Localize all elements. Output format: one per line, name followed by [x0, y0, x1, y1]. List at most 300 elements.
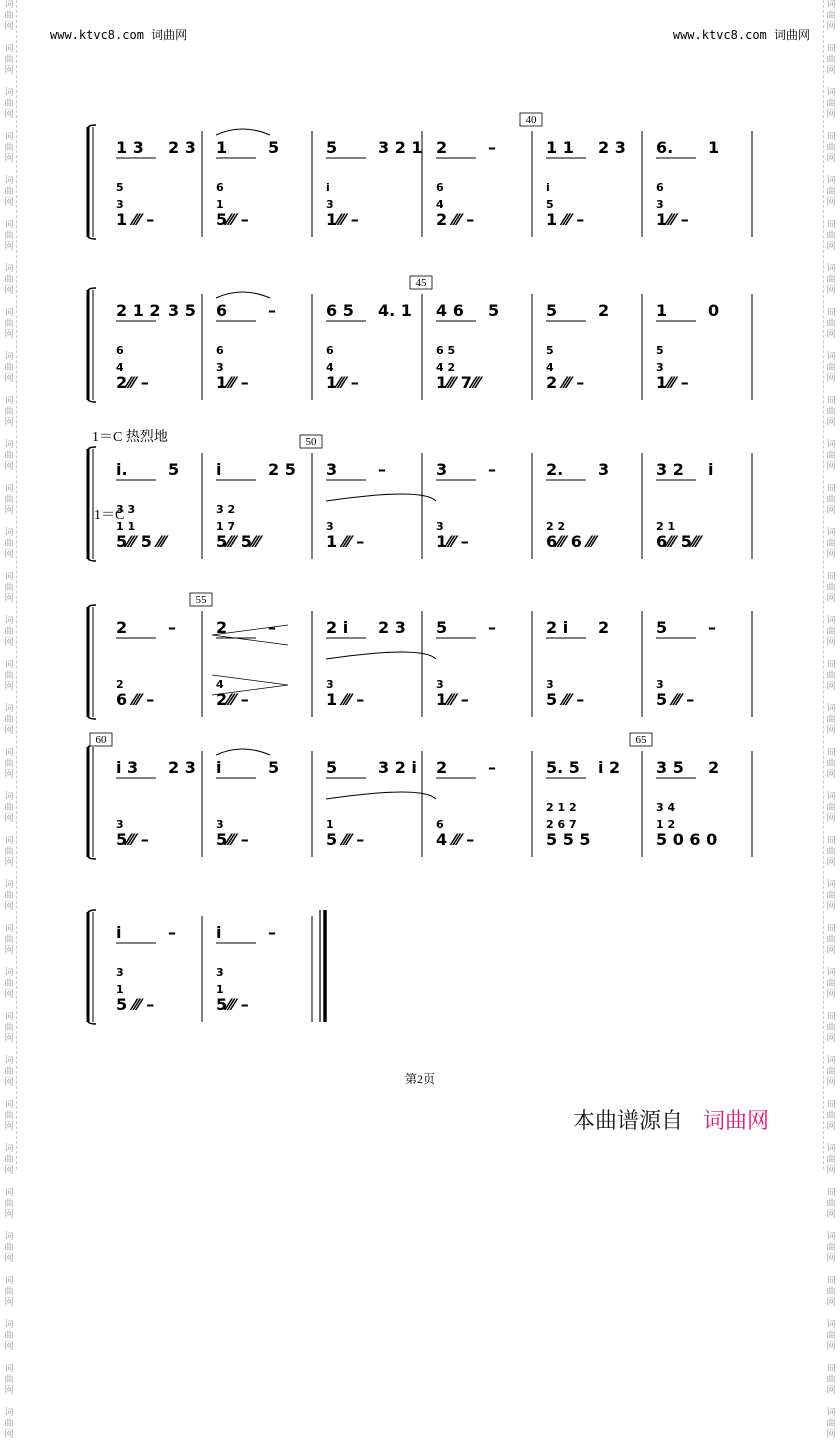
watermark-char: 曲 [826, 935, 836, 945]
watermark-gap [824, 1089, 838, 1100]
watermark-char: 网 [826, 1254, 836, 1264]
watermark-char: 网 [4, 1298, 14, 1308]
watermark-char: 曲 [826, 759, 836, 769]
watermark-char: 词 [4, 176, 14, 186]
melody-note: 1 [708, 138, 720, 157]
bracket-hook [88, 910, 96, 912]
melody-note: 5 [268, 138, 280, 157]
watermark-char: 网 [826, 902, 836, 912]
watermark-char: 网 [826, 286, 836, 296]
chord-note: 6 [216, 181, 224, 194]
watermark-char: 网 [4, 1430, 14, 1440]
watermark-char: 网 [826, 506, 836, 516]
watermark-gap [824, 1221, 838, 1232]
watermark-char: 曲 [826, 583, 836, 593]
watermark-char: 网 [4, 858, 14, 868]
watermark-gap [2, 1397, 16, 1408]
chord-note: 2 [116, 678, 124, 691]
measure-number: 45 [415, 277, 427, 289]
watermark-char: 曲 [826, 1155, 836, 1165]
watermark-char: 词 [4, 748, 14, 758]
melody-note: 3 2 1 [378, 138, 423, 157]
watermark-char: 曲 [4, 275, 14, 285]
melody-note: – [488, 138, 496, 157]
watermark-char: 词 [4, 660, 14, 670]
watermark-char: 曲 [826, 803, 836, 813]
melody-note: – [168, 923, 176, 942]
measure-number: 60 [95, 734, 107, 746]
watermark-char: 网 [826, 858, 836, 868]
watermark-char: 曲 [826, 11, 836, 21]
bracket-hook [88, 288, 96, 290]
watermark-char: 词 [4, 1012, 14, 1022]
melody-note: 6 [216, 301, 228, 320]
watermark-char: 词 [826, 616, 836, 626]
watermark-gap [824, 781, 838, 792]
watermark-char: 网 [4, 22, 14, 32]
watermark-gap [824, 1045, 838, 1056]
chord-note: 1 1 [116, 520, 136, 533]
watermark-gap [824, 33, 838, 44]
chord-note: 5 [546, 344, 554, 357]
watermark-char: 词 [826, 1276, 836, 1286]
watermark-char: 曲 [826, 363, 836, 373]
watermark-char: 曲 [4, 847, 14, 857]
chord-note: 4 [326, 361, 334, 374]
watermark-char: 网 [4, 1122, 14, 1132]
chord-note: 1⁄⁄⁄ – [216, 373, 249, 392]
watermark-char: 曲 [4, 1331, 14, 1341]
watermark-gap [2, 341, 16, 352]
chord-note: 3 [546, 678, 554, 691]
watermark-gap [2, 825, 16, 836]
watermark-char: 网 [4, 110, 14, 120]
watermark-gap [2, 77, 16, 88]
watermark-char: 词 [826, 1012, 836, 1022]
chord-note: 3 [116, 198, 124, 211]
watermark-char: 词 [4, 1408, 14, 1418]
watermark-char: 网 [4, 286, 14, 296]
watermark-char: 词 [4, 484, 14, 494]
watermark-char: 网 [4, 814, 14, 824]
melody-note: i [216, 758, 222, 777]
melody-note: 5 [488, 301, 500, 320]
chord-note: 3 [326, 520, 334, 533]
watermark-char: 网 [4, 66, 14, 76]
melody-note: 2 3 [168, 138, 196, 157]
melody-note: 5 [546, 301, 558, 320]
watermark-char: 词 [826, 1144, 836, 1154]
watermark-char: 词 [826, 308, 836, 318]
melody-note: 2 [708, 758, 720, 777]
watermark-char: 网 [4, 1166, 14, 1176]
watermark-char: 曲 [4, 1199, 14, 1209]
chord-note: 4 [216, 678, 224, 691]
chord-note: 4 [546, 361, 554, 374]
melody-note: 2 3 [168, 758, 196, 777]
watermark-gap [2, 517, 16, 528]
watermark-char: 词 [826, 440, 836, 450]
melody-note: – [708, 618, 716, 637]
watermark-char: 词 [826, 968, 836, 978]
chord-note: 1⁄⁄⁄ – [436, 690, 469, 709]
watermark-char: 网 [826, 154, 836, 164]
chord-note: 1 [216, 198, 224, 211]
score-system [80, 910, 760, 1030]
watermark-char: 词 [4, 1364, 14, 1374]
chord-note: i [326, 181, 330, 194]
melody-note: 3 5 [656, 758, 684, 777]
watermark-char: 曲 [826, 319, 836, 329]
watermark-char: 曲 [826, 1067, 836, 1077]
chord-note: 1 7 [216, 520, 236, 533]
watermark-gap [824, 1001, 838, 1012]
chord-note: 3 [656, 198, 664, 211]
chord-note: 6⁄⁄⁄ 5⁄⁄⁄ [656, 532, 700, 551]
watermark-char: 曲 [4, 1111, 14, 1121]
chord-note: 6 [436, 181, 444, 194]
watermark-char: 曲 [826, 539, 836, 549]
watermark-char: 网 [826, 770, 836, 780]
bracket-hook [88, 400, 96, 402]
chord-note: 5 ⁄⁄⁄ – [656, 690, 695, 709]
watermark-char: 曲 [4, 495, 14, 505]
watermark-char: 词 [4, 352, 14, 362]
melody-note: 6. [656, 138, 674, 157]
melody-note: 5 [326, 758, 338, 777]
watermark-char: 曲 [4, 451, 14, 461]
watermark-char: 曲 [4, 1287, 14, 1297]
watermark-char: 词 [4, 44, 14, 54]
slur [216, 129, 270, 135]
watermark-gap [2, 649, 16, 660]
watermark-char: 曲 [826, 143, 836, 153]
watermark-char: 词 [826, 176, 836, 186]
watermark-char: 词 [826, 792, 836, 802]
melody-note: – [168, 618, 176, 637]
watermark-gap [2, 121, 16, 132]
melody-note: 1 1 [546, 138, 574, 157]
watermark-char: 网 [826, 1386, 836, 1396]
watermark-char: 网 [4, 682, 14, 692]
watermark-gap [824, 1309, 838, 1320]
chord-note: 6 ⁄⁄⁄ – [116, 690, 155, 709]
chord-note: 3 [326, 678, 334, 691]
melody-note: 2 3 [378, 618, 406, 637]
watermark-char: 曲 [826, 891, 836, 901]
score-system [80, 277, 760, 408]
bracket-hook [88, 857, 96, 859]
watermark-char: 曲 [4, 99, 14, 109]
watermark-gap [2, 1089, 16, 1100]
watermark-gap [824, 869, 838, 880]
page-number: 第2页 [404, 1072, 435, 1086]
chord-note: 6 [116, 344, 124, 357]
watermark-char: 词 [4, 528, 14, 538]
watermark-gap [824, 825, 838, 836]
watermark-char: 词 [4, 264, 14, 274]
watermark-char: 曲 [4, 891, 14, 901]
melody-note: 2 5 [268, 460, 296, 479]
header-site-right: www.ktvc8.com 词曲网 [672, 28, 810, 42]
watermark-char: 曲 [4, 231, 14, 241]
watermark-gap [2, 561, 16, 572]
watermark-char: 曲 [4, 1067, 14, 1077]
watermark-gap [2, 1001, 16, 1012]
watermark-gap [2, 693, 16, 704]
watermark-char: 网 [4, 550, 14, 560]
watermark-char: 网 [826, 990, 836, 1000]
watermark-char: 曲 [826, 451, 836, 461]
watermark-gap [824, 165, 838, 176]
watermark-char: 网 [4, 374, 14, 384]
chord-note: 1 ⁄⁄⁄ – [546, 210, 585, 229]
watermark-char: 网 [826, 22, 836, 32]
watermark-char: 曲 [4, 1155, 14, 1165]
watermark-char: 曲 [4, 143, 14, 153]
melody-note: 1 [216, 138, 228, 157]
watermark-char: 网 [4, 1386, 14, 1396]
chord-note: 4 [436, 198, 444, 211]
watermark-char: 词 [4, 792, 14, 802]
watermark-gap [824, 253, 838, 264]
watermark-gap [2, 429, 16, 440]
melody-note: 2 [598, 618, 610, 637]
watermark-char: 曲 [826, 847, 836, 857]
watermark-char: 网 [4, 990, 14, 1000]
chord-note: 4 ⁄⁄⁄ – [436, 830, 475, 849]
watermark-char: 曲 [4, 1023, 14, 1033]
watermark-gap [824, 385, 838, 396]
score-system [80, 114, 760, 245]
watermark-gap [2, 957, 16, 968]
melody-note: – [378, 460, 386, 479]
slur [216, 292, 270, 298]
chord-note: 3 [656, 678, 664, 691]
watermark-char: 网 [826, 1122, 836, 1132]
watermark-gap [2, 1133, 16, 1144]
bracket-hook [88, 605, 96, 607]
watermark-gap [824, 1265, 838, 1276]
watermark-gap [824, 121, 838, 132]
system-staff [80, 734, 770, 870]
watermark-gap [2, 1177, 16, 1188]
watermark-gap [2, 1441, 16, 1452]
melody-note: 2 i [326, 618, 349, 637]
watermark-gap [2, 1353, 16, 1364]
watermark-char: 网 [826, 374, 836, 384]
melody-note: 2 [436, 758, 448, 777]
melody-note: 2 1 2 [116, 301, 161, 320]
watermark-char: 词 [4, 0, 14, 10]
chord-note: 3 [116, 818, 124, 831]
watermark-char: 网 [826, 462, 836, 472]
watermark-char: 曲 [826, 1331, 836, 1341]
chord-note: 5 [656, 344, 664, 357]
watermark-char: 网 [4, 154, 14, 164]
watermark-char: 词 [826, 660, 836, 670]
watermark-char: 曲 [4, 319, 14, 329]
watermark-char: 网 [826, 1078, 836, 1088]
watermark-gap [824, 429, 838, 440]
measure-number: 50 [305, 436, 317, 448]
watermark-gap [2, 1309, 16, 1320]
system-staff [80, 277, 770, 413]
watermark-char: 网 [4, 198, 14, 208]
watermark-gap [824, 605, 838, 616]
watermark-gap [2, 297, 16, 308]
chord-note: 3 [436, 520, 444, 533]
watermark-char: 网 [4, 1210, 14, 1220]
chord-note: 3 4 [656, 801, 676, 814]
system-staff [80, 430, 770, 572]
chord-note: 2 2 [546, 520, 566, 533]
watermark-char: 网 [4, 506, 14, 516]
watermark-char: 曲 [4, 759, 14, 769]
watermark-char: 词 [4, 616, 14, 626]
watermark-char: 曲 [4, 979, 14, 989]
watermark-char: 词 [826, 1232, 836, 1242]
melody-note: i [116, 923, 122, 942]
chord-note: 2 1 2 [546, 801, 577, 814]
watermark-char: 曲 [4, 1419, 14, 1429]
watermark-gap [824, 913, 838, 924]
watermark-gap [824, 209, 838, 220]
melody-note: – [268, 923, 276, 942]
watermark-char: 曲 [4, 1375, 14, 1385]
watermark-char: 词 [4, 1144, 14, 1154]
measure-number: 55 [195, 594, 207, 606]
chord-note: 1⁄⁄⁄ – [656, 210, 689, 229]
watermark-char: 词 [826, 1100, 836, 1110]
tie [326, 652, 436, 659]
chord-note: 6 [436, 818, 444, 831]
watermark-gap [824, 957, 838, 968]
watermark-char: 词 [4, 924, 14, 934]
watermark-char: 曲 [826, 979, 836, 989]
watermark-gap [2, 385, 16, 396]
chord-note: 3 2 [216, 503, 236, 516]
watermark-char: 词 [4, 440, 14, 450]
melody-note: – [488, 618, 496, 637]
watermark-char: 曲 [4, 671, 14, 681]
watermark-char: 曲 [4, 1243, 14, 1253]
left-watermark-strip [2, 0, 17, 1440]
watermark-char: 词 [826, 1188, 836, 1198]
melody-note: 2 [436, 138, 448, 157]
watermark-gap [2, 253, 16, 264]
score-system [80, 734, 760, 865]
watermark-gap [824, 1353, 838, 1364]
chord-note: 3 [116, 966, 124, 979]
melody-note: 2 3 [598, 138, 626, 157]
watermark-char: 词 [4, 88, 14, 98]
melody-note: – [268, 618, 276, 637]
watermark-gap [824, 1441, 838, 1452]
chord-note: 1⁄⁄⁄ 7⁄⁄⁄ [436, 373, 480, 392]
watermark-gap [2, 165, 16, 176]
watermark-char: 网 [4, 330, 14, 340]
watermark-gap [824, 561, 838, 572]
melody-note: 2 [116, 618, 128, 637]
chord-note: 3 [216, 966, 224, 979]
watermark-char: 词 [4, 1056, 14, 1066]
watermark-char: 网 [826, 330, 836, 340]
watermark-gap [824, 1397, 838, 1408]
watermark-char: 词 [826, 924, 836, 934]
watermark-gap [824, 737, 838, 748]
chord-note: 2 ⁄⁄⁄ – [436, 210, 475, 229]
chord-note: 5 5 5 [546, 830, 591, 849]
bracket-hook [88, 447, 96, 449]
watermark-char: 网 [4, 1254, 14, 1264]
watermark-char: 曲 [826, 231, 836, 241]
watermark-char: 曲 [826, 1199, 836, 1209]
watermark-gap [824, 649, 838, 660]
chord-note: 3 [656, 361, 664, 374]
chord-note: 5 ⁄⁄⁄ – [326, 830, 365, 849]
melody-note: 6 5 [326, 301, 354, 320]
watermark-gap [2, 913, 16, 924]
chord-note: 2⁄⁄⁄ – [216, 690, 249, 709]
chord-note: 4 2 [436, 361, 456, 374]
watermark-char: 网 [826, 418, 836, 428]
melody-note: 5 [326, 138, 338, 157]
watermark-char: 曲 [826, 1375, 836, 1385]
watermark-char: 网 [4, 418, 14, 428]
watermark-char: 词 [4, 836, 14, 846]
key-tempo-marking: 1＝C 热烈地 [92, 430, 168, 445]
chord-note: 1 [116, 983, 124, 996]
watermark-char: 网 [826, 1298, 836, 1308]
measure-number: 40 [525, 114, 537, 126]
melody-note: 3 [436, 460, 448, 479]
key-marking-overlap: 1＝C [94, 508, 125, 523]
chord-note: 1 [216, 983, 224, 996]
melody-note: 5 [168, 460, 180, 479]
watermark-char: 词 [826, 484, 836, 494]
chord-note: 6 [326, 344, 334, 357]
watermark-char: 词 [826, 1320, 836, 1330]
watermark-gap [824, 1177, 838, 1188]
watermark-char: 词 [4, 1188, 14, 1198]
chord-note: 5 ⁄⁄⁄ – [116, 995, 155, 1014]
watermark-char: 网 [826, 1034, 836, 1044]
melody-note: 5 [656, 618, 668, 637]
watermark-char: 词 [826, 352, 836, 362]
watermark-gap [2, 1221, 16, 1232]
chord-note: 1⁄⁄⁄ – [326, 210, 359, 229]
watermark-char: 曲 [4, 363, 14, 373]
chord-note: 1 ⁄⁄⁄ – [326, 690, 365, 709]
chord-note: 6⁄⁄⁄ 6 ⁄⁄⁄ [546, 532, 596, 551]
score-system [80, 430, 760, 567]
watermark-char: 网 [826, 66, 836, 76]
melody-note: 3 [598, 460, 610, 479]
watermark-char: 词 [4, 1232, 14, 1242]
melody-note: 3 2 i [378, 758, 417, 777]
source-prefix: 本曲谱源自 [573, 1109, 684, 1134]
watermark-char: 曲 [826, 55, 836, 65]
watermark-char: 网 [4, 462, 14, 472]
melody-note: 3 5 [168, 301, 196, 320]
chord-note: 1 ⁄⁄⁄ – [326, 532, 365, 551]
system-staff [80, 910, 770, 1035]
watermark-char: 词 [826, 1408, 836, 1418]
watermark-char: 网 [826, 1166, 836, 1176]
watermark-char: 曲 [4, 187, 14, 197]
chord-note: 3 [326, 198, 334, 211]
